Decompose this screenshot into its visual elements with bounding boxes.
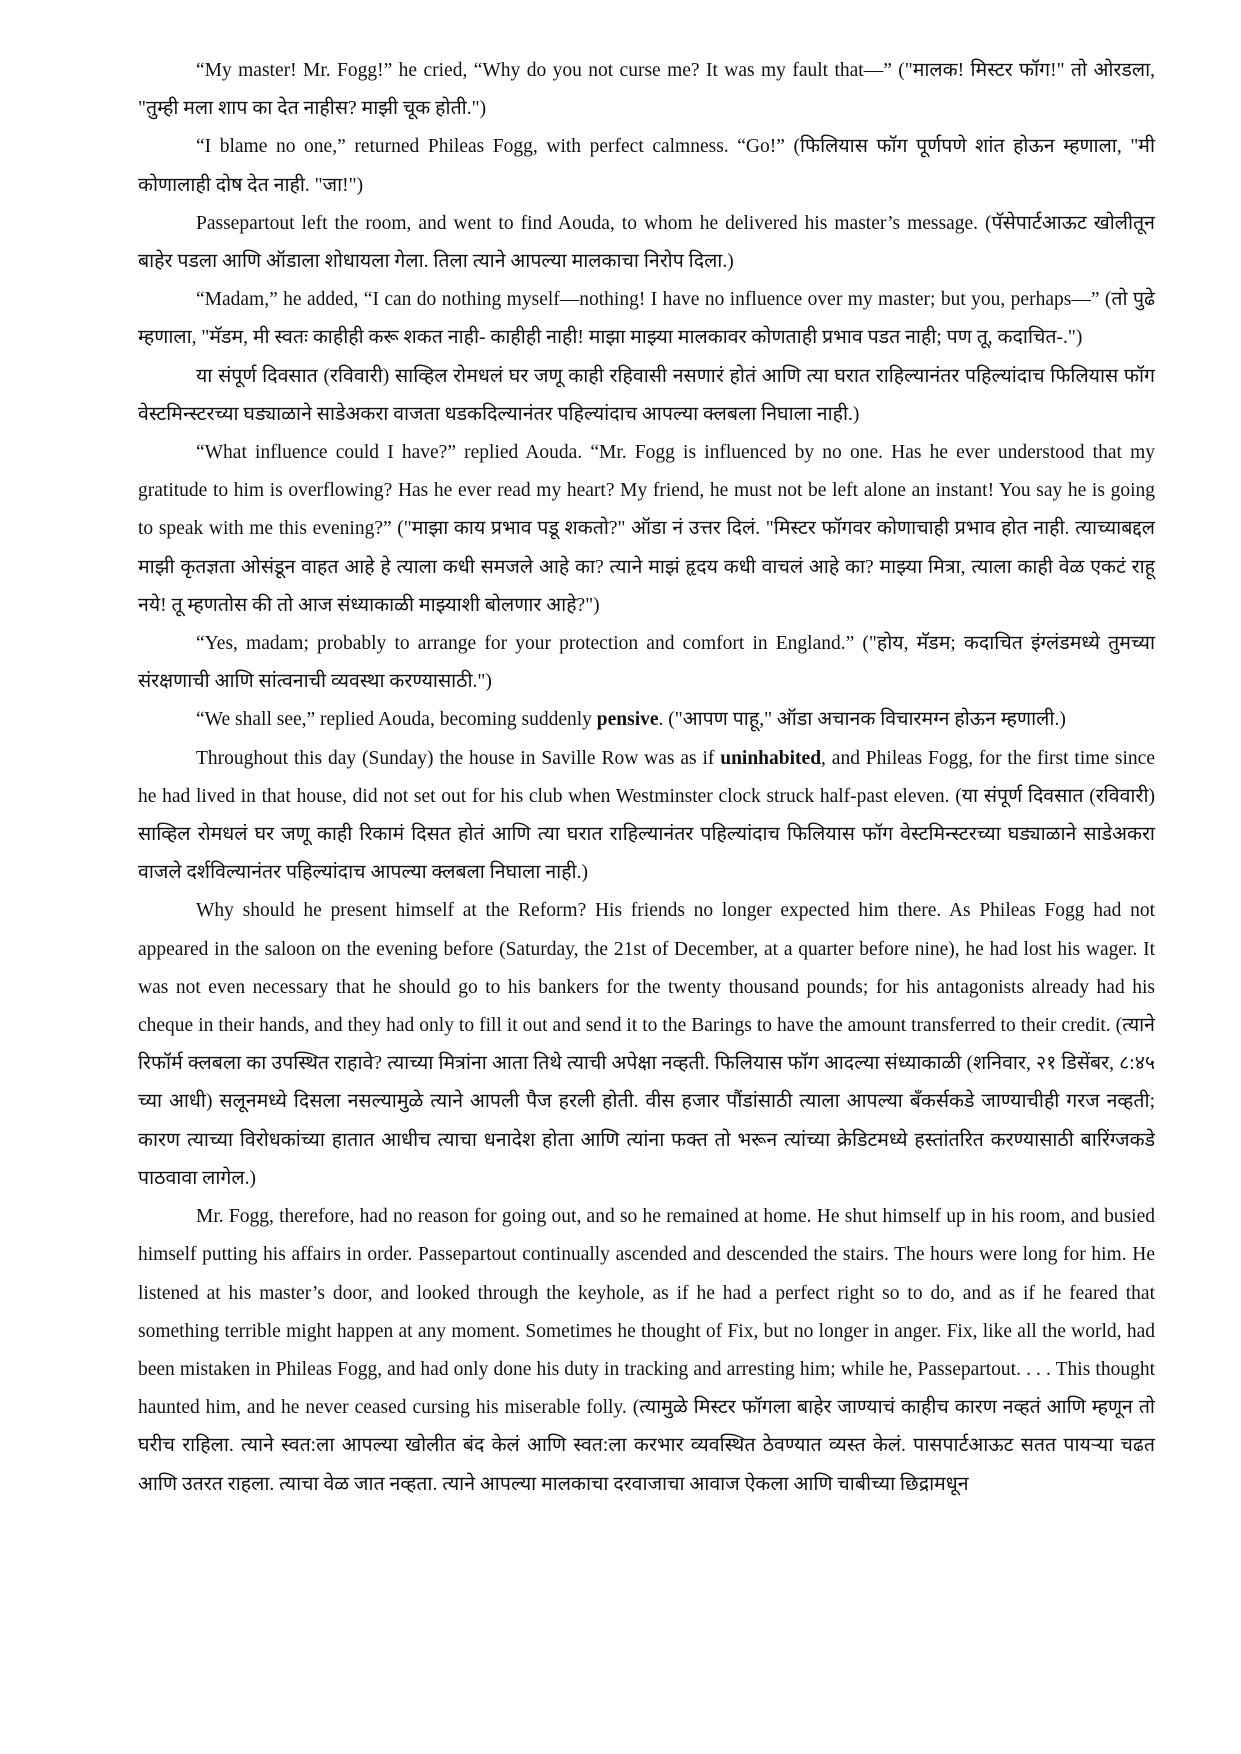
paragraph-text: , and Phileas Fogg, for the first time since he had lived in that house, did not set out for his club when Westminster clock struck half-past eleven. (या संपूर्ण दिवसात (रविवारी) साव्हिल रोमधलं घर जणू काही रिकामं दिसत होतं आणि त्या घरात राहिल्यानंतर पहिल्यांदाच फिलियास फॉग वेस्टमिन्स्टरच्या घड्याळाने साडेअकरा वाजले दर्शविल्यानंतर पहिल्यांदाच आपल्या क्लबला निघाला नाही.)	[138, 747, 1155, 884]
paragraph-text: “What influence could I have?” replied Aouda. “Mr. Fogg is influenced by no one. Has he ever understood that my gratitude to him is overflowing? Has he ever read my heart? My friend, he must not be left alone an instant! You say he is going to speak with me this evening?” ("माझा काय प्रभाव पडू शकतो?" ऑडा नं उत्तर दिलं. "मिस्टर फॉगवर कोणाचाही प्रभाव होत नाही. त्याच्याबद्दल माझी कृतज्ञता ओसंडून वाहत आहे हे त्याला कधी समजले आहे का? त्याने माझं हृदय कधी वाचलं आहे का? माझ्या मित्रा, त्याला काही वेळ एकटं राहू नये! तू म्हणतोस की तो आज संध्याकाळी माझ्याशी बोलणार आहे?")	[138, 442, 1155, 616]
paragraph-7	[138, 625, 1155, 701]
paragraph-text: “We shall see,” replied Aouda, becoming suddenly	[196, 709, 597, 731]
paragraph-11	[138, 1198, 1155, 1504]
paragraph-text: “Madam,” he added, “I can do nothing myself—nothing! I have no influence over my master; but you, perhaps—” (तो पुढे म्हणाला, "मॅडम, मी स्वतः काहीही करू शकत नाही- काहीही नाही! माझा माझ्या मालकावर कोणताही प्रभाव पडत नाही; पण तू, कदाचित-.")	[138, 289, 1155, 349]
paragraph-4	[138, 281, 1155, 357]
paragraph-text: Passepartout left the room, and went to find Aouda, to whom he delivered his master’s message. (पॅसेपार्टआऊट खोलीतून बाहेर पडला आणि ऑडाला शोधायला गेला. तिला त्याने आपल्या मालकाचा निरोप दिला.)	[138, 212, 1155, 273]
paragraph-text: या संपूर्ण दिवसात (रविवारी) साव्हिल रोमधलं घर जणू काही रहिवासी नसणारं होतं आणि त्या घरात राहिल्यानंतर पहिल्यांदाच फिलियास फॉग वेस्टमिन्स्टरच्या घड्याळाने साडेअकरा वाजता धडकदिल्यानंतर पहिल्यांदाच आपल्या क्लबला निघाला नाही.)	[138, 365, 1155, 425]
paragraph-text: Throughout this day (Sunday) the house in Saville Row was as if	[196, 747, 721, 769]
paragraph-text: “Yes, madam; probably to arrange for your protection and comfort in England.” ("होय, मॅडम; कदाचित इंग्लंडमध्ये तुमच्या संरक्षणाची आणि सांत्वनाची व्यवस्था करण्यासाठी.")	[138, 633, 1155, 693]
paragraph-text: Why should he present himself at the Reform? His friends no longer expected him there. As Phileas Fogg had not appeared in the saloon on the evening before (Saturday, the 21st of December, at a quarter before nine), he had lost his wager. It was not even necessary that he should go to his bankers for the twenty thousand pounds; for his antagonists already had his cheque in their hands, and they had only to fill it out and send it to the Barings to have the amount transferred to their credit. (त्याने रिफॉर्म क्लबला का उपस्थित राहावे? त्याच्या मित्रांना आता तिथे त्याची अपेक्षा नव्हती. फिलियास फॉग आदल्या संध्याकाळी (शनिवार, २१ डिसेंबर, ८:४५ च्या आधी) सलूनमध्ये दिसला नसल्यामुळे त्याने आपली पैज हरली होती. वीस हजार पौंडांसाठी त्याला आपल्या बँकर्सकडे जाण्याचीही गरज नव्हती; कारण त्याच्या विरोधकांच्या हातात आधीच त्याचा धनादेश होता आणि त्यांना फक्त तो भरून त्यांच्या क्रेडिटमध्ये हस्तांतरित करण्यासाठी बारिंग्जकडे पाठवावा लागेल.)	[138, 900, 1155, 1189]
paragraph-8	[138, 701, 1155, 739]
paragraph-text: “I blame no one,” returned Phileas Fogg, with perfect calmness. “Go!” (फिलियास फॉग पूर्णपणे शांत होऊन म्हणाला, "मी कोणालाही दोष देत नाही. "जा!")	[138, 136, 1155, 196]
paragraph-9	[138, 740, 1155, 893]
paragraph-text: Mr. Fogg, therefore, had no reason for going out, and so he remained at home. He shut himself up in his room, and busied himself putting his affairs in order. Passepartout continually ascended and descended the stairs. The hours were long for him. He listened at his master’s door, and looked through the keyhole, as if he had a perfect right so to do, and as if he feared that something terrible might happen at any moment. Sometimes he thought of Fix, but no longer in anger. Fix, like all the world, had been mistaken in Phileas Fogg, and had only done his duty in tracking and arresting him; while he, Passepartout. . . . This thought haunted him, and he never ceased cursing his miserable folly. (त्यामुळे मिस्टर फॉगला बाहेर जाण्याचं काहीच कारण नव्हतं आणि म्हणून तो घरीच राहिला. त्याने स्वत:ला आपल्या खोलीत बंद केलं आणि स्वत:ला करभार व्यवस्थित ठेवण्यात व्यस्त केलं. पासपार्टआऊट सतत पायऱ्या चढत आणि उतरत राहला. त्याचा वेळ जात नव्हता. त्याने आपल्या मालकाचा दरवाजाचा आवाज ऐकला आणि चाबीच्या छिद्रामधून	[138, 1206, 1155, 1495]
bold-term-pensive: pensive	[596, 709, 659, 731]
document-page	[138, 52, 1155, 1504]
paragraph-5	[138, 358, 1155, 434]
paragraph-6	[138, 434, 1155, 625]
paragraph-10	[138, 892, 1155, 1198]
paragraph-2	[138, 128, 1155, 204]
paragraph-1	[138, 52, 1155, 128]
paragraph-3	[138, 205, 1155, 281]
paragraph-text: . ("आपण पाहू," ऑडा अचानक विचारमग्न होऊन म्हणाली.)	[658, 709, 1066, 731]
bold-term-uninhabited: uninhabited	[720, 747, 822, 769]
paragraph-text: “My master! Mr. Fogg!” he cried, “Why do you not curse me? It was my fault that—” ("मालक! मिस्टर फॉग!" तो ओरडला, "तुम्ही मला शाप का देत नाहीस? माझी चूक होती.")	[138, 60, 1155, 120]
